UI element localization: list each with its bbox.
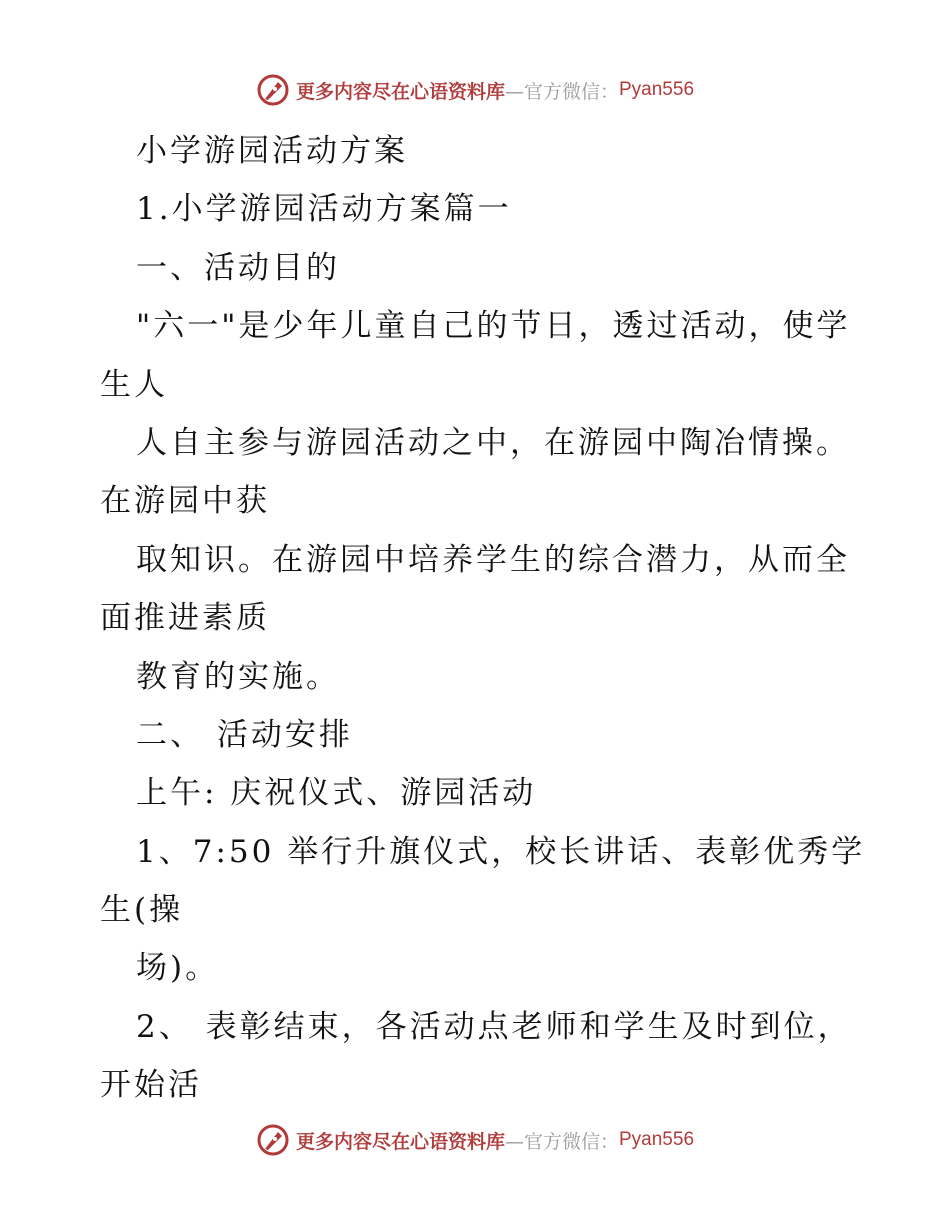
section-heading: 1.小学游园活动方案篇一 <box>136 191 512 228</box>
watermark-separator: —官方微信： <box>504 80 619 103</box>
paragraph-line: 场)。 <box>136 950 220 987</box>
subsection-heading: 一、活动目的 <box>136 249 340 286</box>
paragraph-line: "六一"是少年儿童自己的节日，透过活动，使学 <box>136 308 851 345</box>
document-body <box>100 122 866 1115</box>
paragraph-line: 2、 表彰结束，各活动点老师和学生及时到位， <box>136 1008 852 1045</box>
watermark-separator: —官方微信： <box>504 1130 619 1153</box>
paragraph-line: 生(操 <box>100 892 184 929</box>
watermark-header <box>0 70 950 110</box>
paragraph-line: 1、7:50 举行升旗仪式，校长讲话、表彰优秀学 <box>136 833 866 870</box>
doc-title: 小学游园活动方案 <box>136 133 408 169</box>
paragraph-line: 教育的实施。 <box>136 658 340 695</box>
watermark-id: Pyan556 <box>619 1129 695 1150</box>
watermark-id: Pyan556 <box>619 79 695 100</box>
watermark-brand: 更多内容尽在心语资料库 <box>295 80 505 103</box>
paragraph-line: 面推进素质 <box>100 600 270 637</box>
paragraph-line: 在游园中获 <box>100 483 270 520</box>
pen-nib-circle-icon <box>256 73 290 107</box>
pen-nib-circle-icon <box>256 1123 290 1157</box>
paragraph-line: 人自主参与游园活动之中，在游园中陶冶情操。 <box>136 424 850 461</box>
paragraph-line: 生人 <box>100 366 168 403</box>
watermark-footer <box>0 1120 950 1160</box>
paragraph-line: 开始活 <box>100 1067 202 1104</box>
subsection-heading: 二、 活动安排 <box>136 716 353 753</box>
paragraph-line: 取知识。在游园中培养学生的综合潜力，从而全 <box>136 541 850 578</box>
paragraph-line: 上午: 庆祝仪式、游园活动 <box>136 775 537 812</box>
watermark-brand: 更多内容尽在心语资料库 <box>295 1130 505 1153</box>
